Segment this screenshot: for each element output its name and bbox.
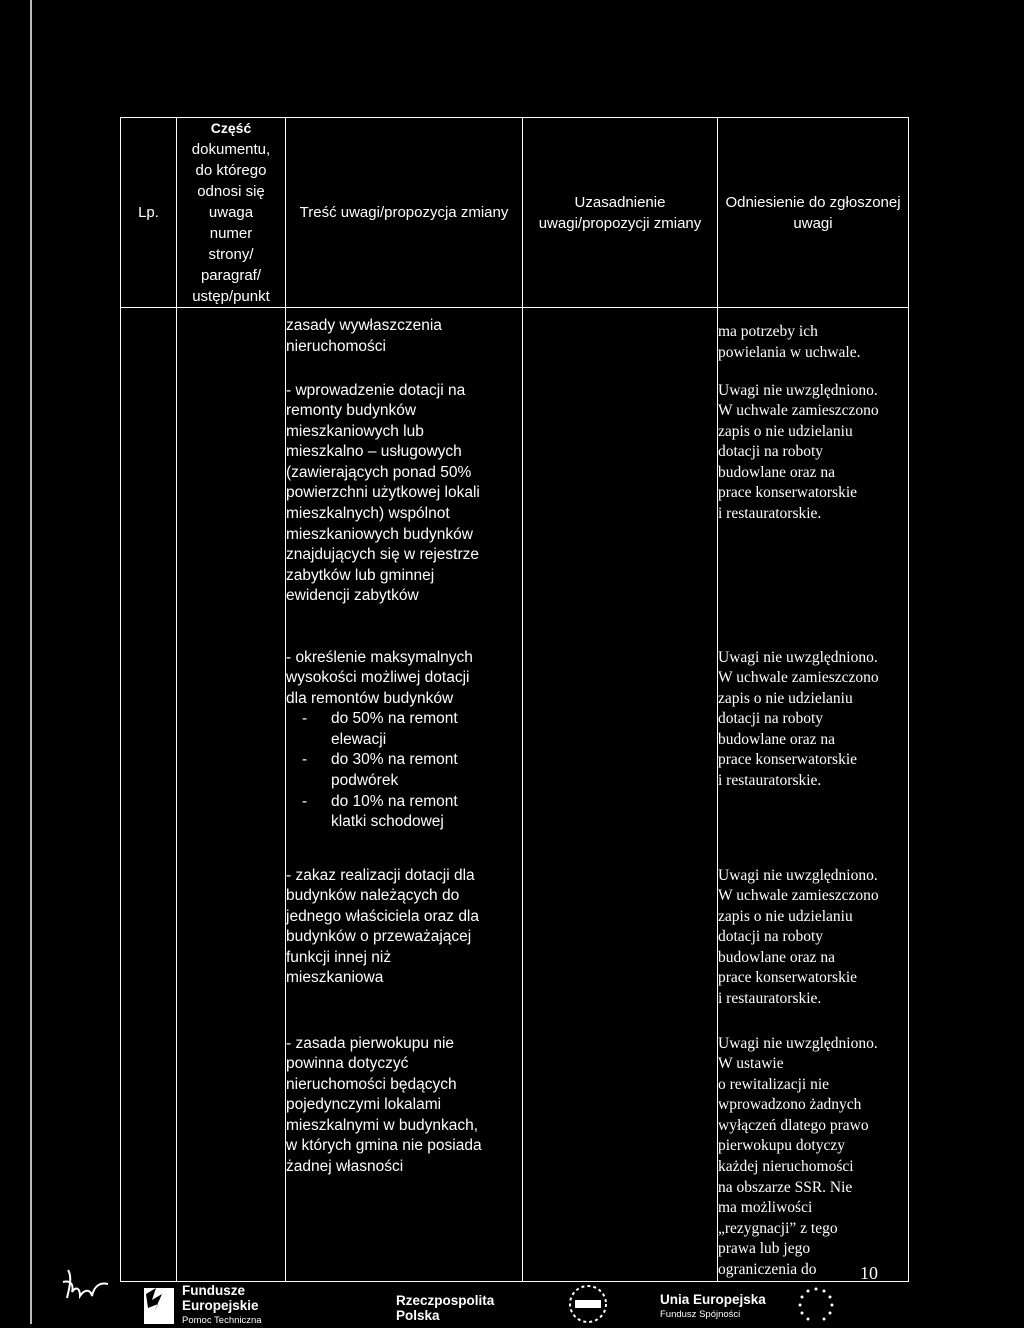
header-part-line: dokumentu,	[191, 141, 271, 158]
header-document-part	[177, 118, 286, 308]
rows.4.response_lines-line: wyłączeń dlatego prawo	[718, 1116, 869, 1134]
fundusze-europejskie-logo-icon	[142, 1282, 176, 1324]
cell-justification	[523, 634, 718, 852]
cell-lp	[121, 374, 177, 634]
rows.4.response_lines-line: „rezygnacji” z tego	[718, 1219, 838, 1237]
cell-content	[286, 852, 523, 1020]
footer-rzeczpospolita-polska: Rzeczpospolita Polska	[396, 1293, 495, 1323]
cell-lp	[121, 852, 177, 1020]
cell-content	[286, 374, 523, 634]
rows.4.response_lines-line: pierwokupu dotyczy	[718, 1137, 845, 1155]
rows.4.response_lines-line: ma możliwości	[718, 1199, 813, 1217]
rows.4.response_lines-line: ograniczenia do	[718, 1261, 817, 1279]
rows.2.response_lines-line: budowlane oraz na	[718, 730, 836, 748]
cell-lp	[121, 634, 177, 852]
rows.4.response_lines-line: o rewitalizacji nie	[718, 1075, 830, 1093]
rows.2.response_lines-line: dotacji na roboty	[718, 710, 824, 728]
cell-justification	[523, 374, 718, 634]
cell-content	[286, 1020, 523, 1282]
header-part-line: odnosi się	[197, 183, 265, 200]
rows.4.response_lines-line: prawa lub jego	[718, 1240, 811, 1258]
footer-unia-europejska: Unia Europejska Fundusz Spójności	[660, 1292, 766, 1320]
rows.4.response_lines-line: na obszarze SSR. Nie	[718, 1178, 853, 1196]
rows.3.content_lines-line: - zakaz realizacji dotacji dla	[286, 866, 475, 884]
cell-content	[286, 308, 523, 374]
cell-response	[718, 634, 909, 852]
rows.1.content_lines-line: (zawierających ponad 50%	[286, 463, 472, 481]
rows.1.content_lines-line: mieszkalnych) wspólnot	[286, 505, 450, 523]
rows.1.content_lines-line: powierzchni użytkowej lokali	[286, 484, 480, 502]
header-part-line: strony/	[208, 246, 254, 263]
rows.1.content_lines-line: znajdujących się w rejestrze	[286, 546, 479, 564]
cell-document-part	[177, 374, 286, 634]
cell-response	[718, 308, 909, 374]
rows.1.content_lines-line: mieszkaniowych budynków	[286, 525, 473, 543]
rows.4.response_lines-line: Uwagi nie uwzględniono.	[718, 1034, 878, 1052]
rows.1.content_lines-line: remonty budynków	[286, 402, 417, 420]
cell-lp	[121, 1020, 177, 1282]
list-item-line: podwórek	[331, 772, 399, 790]
rows.4.content_lines-line: mieszkalnymi w budynkach,	[286, 1116, 479, 1134]
list-item-line: klatki schodowej	[331, 813, 444, 831]
table-row	[121, 308, 909, 374]
header-part-line: numer	[209, 225, 253, 242]
cell-response	[718, 1020, 909, 1282]
cell-lp	[121, 308, 177, 374]
cell-justification	[523, 852, 718, 1020]
rows.2.response_lines-line: zapis o nie udzielaniu	[718, 689, 853, 707]
rows.3.response_lines-line: dotacji na roboty	[718, 928, 824, 946]
rows.3.response_lines-line: zapis o nie udzielaniu	[718, 907, 853, 925]
list-item-line: - do 30% na remont	[331, 751, 458, 769]
rows.2.response_lines-line: W uchwale zamieszczono	[718, 669, 879, 687]
rows.4.response_lines-line: W ustawie	[718, 1055, 784, 1073]
rows.2.content_lines-line: dla remontów budynków	[286, 689, 454, 707]
rows.3.response_lines-line: prace konserwatorskie	[718, 969, 858, 987]
rows.4.response_lines-line: wprowadzono żadnych	[718, 1096, 862, 1114]
rows.0.content_lines-line: zasady wywłaszczenia	[286, 317, 442, 334]
list-item-line: elewacji	[331, 730, 387, 748]
eu-stars-icon	[796, 1285, 836, 1324]
rows.3.content_lines-line: budynków należących do	[286, 887, 460, 905]
header-part-lines	[177, 139, 285, 307]
cell-justification	[523, 1020, 718, 1282]
rows.2.content_lines-line: wysokości możliwej dotacji	[286, 669, 470, 687]
header-content: Treść uwagi/propozycja zmiany	[286, 118, 523, 308]
header-part-line: uwaga	[208, 204, 254, 221]
cell-content	[286, 634, 523, 852]
table-row	[121, 374, 909, 634]
rows.2.response_lines-line: i restauratorskie.	[718, 772, 822, 790]
cell-document-part	[177, 308, 286, 374]
signature-mark	[60, 1262, 120, 1310]
rows.2.response_lines-line: Uwagi nie uwzględniono.	[718, 648, 878, 666]
content-dash-list	[286, 709, 522, 833]
list-item	[286, 709, 522, 750]
cell-document-part	[177, 852, 286, 1020]
comments-table	[120, 117, 909, 1282]
rows.1.response_lines-line: Uwagi nie uwzględniono.	[718, 381, 878, 399]
rows.1.content_lines-line: ewidencji zabytków	[286, 587, 419, 605]
rows.3.content_lines-line: funkcji innej niż	[286, 948, 392, 966]
header-part-line: paragraf/	[200, 267, 262, 284]
page-number: 10	[860, 1263, 878, 1283]
header-part-line: ustęp/punkt	[192, 288, 270, 305]
rows.3.content_lines-line: budynków o przeważającej	[286, 928, 472, 946]
rows.1.response_lines-line: prace konserwatorskie	[718, 484, 858, 502]
rows.0.response_lines-line: powielania w uchwale.	[718, 343, 861, 361]
cell-document-part	[177, 1020, 286, 1282]
table-row	[121, 634, 909, 852]
rows.1.response_lines-line: zapis o nie udzielaniu	[718, 422, 853, 440]
cell-document-part	[177, 634, 286, 852]
cell-response	[718, 852, 909, 1020]
rows.3.response_lines-line: i restauratorskie.	[718, 990, 822, 1008]
header-part-bold: Część	[210, 120, 252, 136]
scan-edge-line	[30, 0, 32, 1324]
rows.4.content_lines-line: powinna dotyczyć	[286, 1055, 409, 1073]
rows.1.response_lines-line: dotacji na roboty	[718, 443, 824, 461]
cell-response	[718, 374, 909, 634]
header-lp: Lp.	[121, 118, 177, 308]
rows.4.content_lines-line: w których gmina nie posiada	[286, 1137, 482, 1155]
cell-justification	[523, 308, 718, 374]
rows.1.response_lines-line: W uchwale zamieszczono	[718, 402, 879, 420]
rows.1.content_lines-line: zabytków lub gminnej	[286, 566, 435, 584]
footer-fundusze-europejskie: Fundusze Europejskie Pomoc Techniczna	[182, 1283, 262, 1326]
header-response: Odniesienie do zgłoszonej uwagi	[718, 118, 909, 308]
rows.2.response_lines-line: prace konserwatorskie	[718, 751, 858, 769]
rows.1.content_lines-line: mieszkalno – usługowych	[286, 443, 462, 461]
rows.3.response_lines-line: budowlane oraz na	[718, 948, 836, 966]
table-row	[121, 852, 909, 1020]
list-item	[286, 792, 522, 833]
rows.1.response_lines-line: budowlane oraz na	[718, 463, 836, 481]
list-item-line: - do 50% na remont	[331, 710, 458, 728]
rows.3.response_lines-line: Uwagi nie uwzględniono.	[718, 866, 878, 884]
rows.1.content_lines-line: - wprowadzenie dotacji na	[286, 381, 466, 399]
rows.4.content_lines-line: - zasada pierwokupu nie	[286, 1034, 455, 1052]
rows.0.response_lines-line: ma potrzeby ich	[718, 323, 818, 340]
table-row	[121, 1020, 909, 1282]
rows.3.content_lines-line: mieszkaniowa	[286, 969, 384, 987]
rows.3.response_lines-line: W uchwale zamieszczono	[718, 887, 879, 905]
rewitalizacja-logo-icon	[555, 1282, 621, 1324]
rows.1.content_lines-line: mieszkaniowych lub	[286, 422, 424, 440]
rows.4.response_lines-line: każdej nieruchomości	[718, 1158, 854, 1176]
list-item-line: - do 10% na remont	[331, 792, 458, 810]
rows.4.content_lines-line: pojedynczymi lokalami	[286, 1096, 442, 1114]
rows.1.response_lines-line: i restauratorskie.	[718, 505, 822, 523]
rows.4.content_lines-line: żadnej własności	[286, 1158, 404, 1176]
rows.0.content_lines-line: nieruchomości	[286, 337, 386, 355]
rows.4.content_lines-line: nieruchomości będących	[286, 1075, 457, 1093]
header-part-line: do którego	[195, 162, 267, 179]
rows.3.content_lines-line: jednego właściciela oraz dla	[286, 907, 480, 925]
list-item	[286, 750, 522, 791]
header-justification: Uzasadnienie uwagi/propozycji zmiany	[523, 118, 718, 308]
rows.2.content_lines-line: - określenie maksymalnych	[286, 648, 473, 666]
